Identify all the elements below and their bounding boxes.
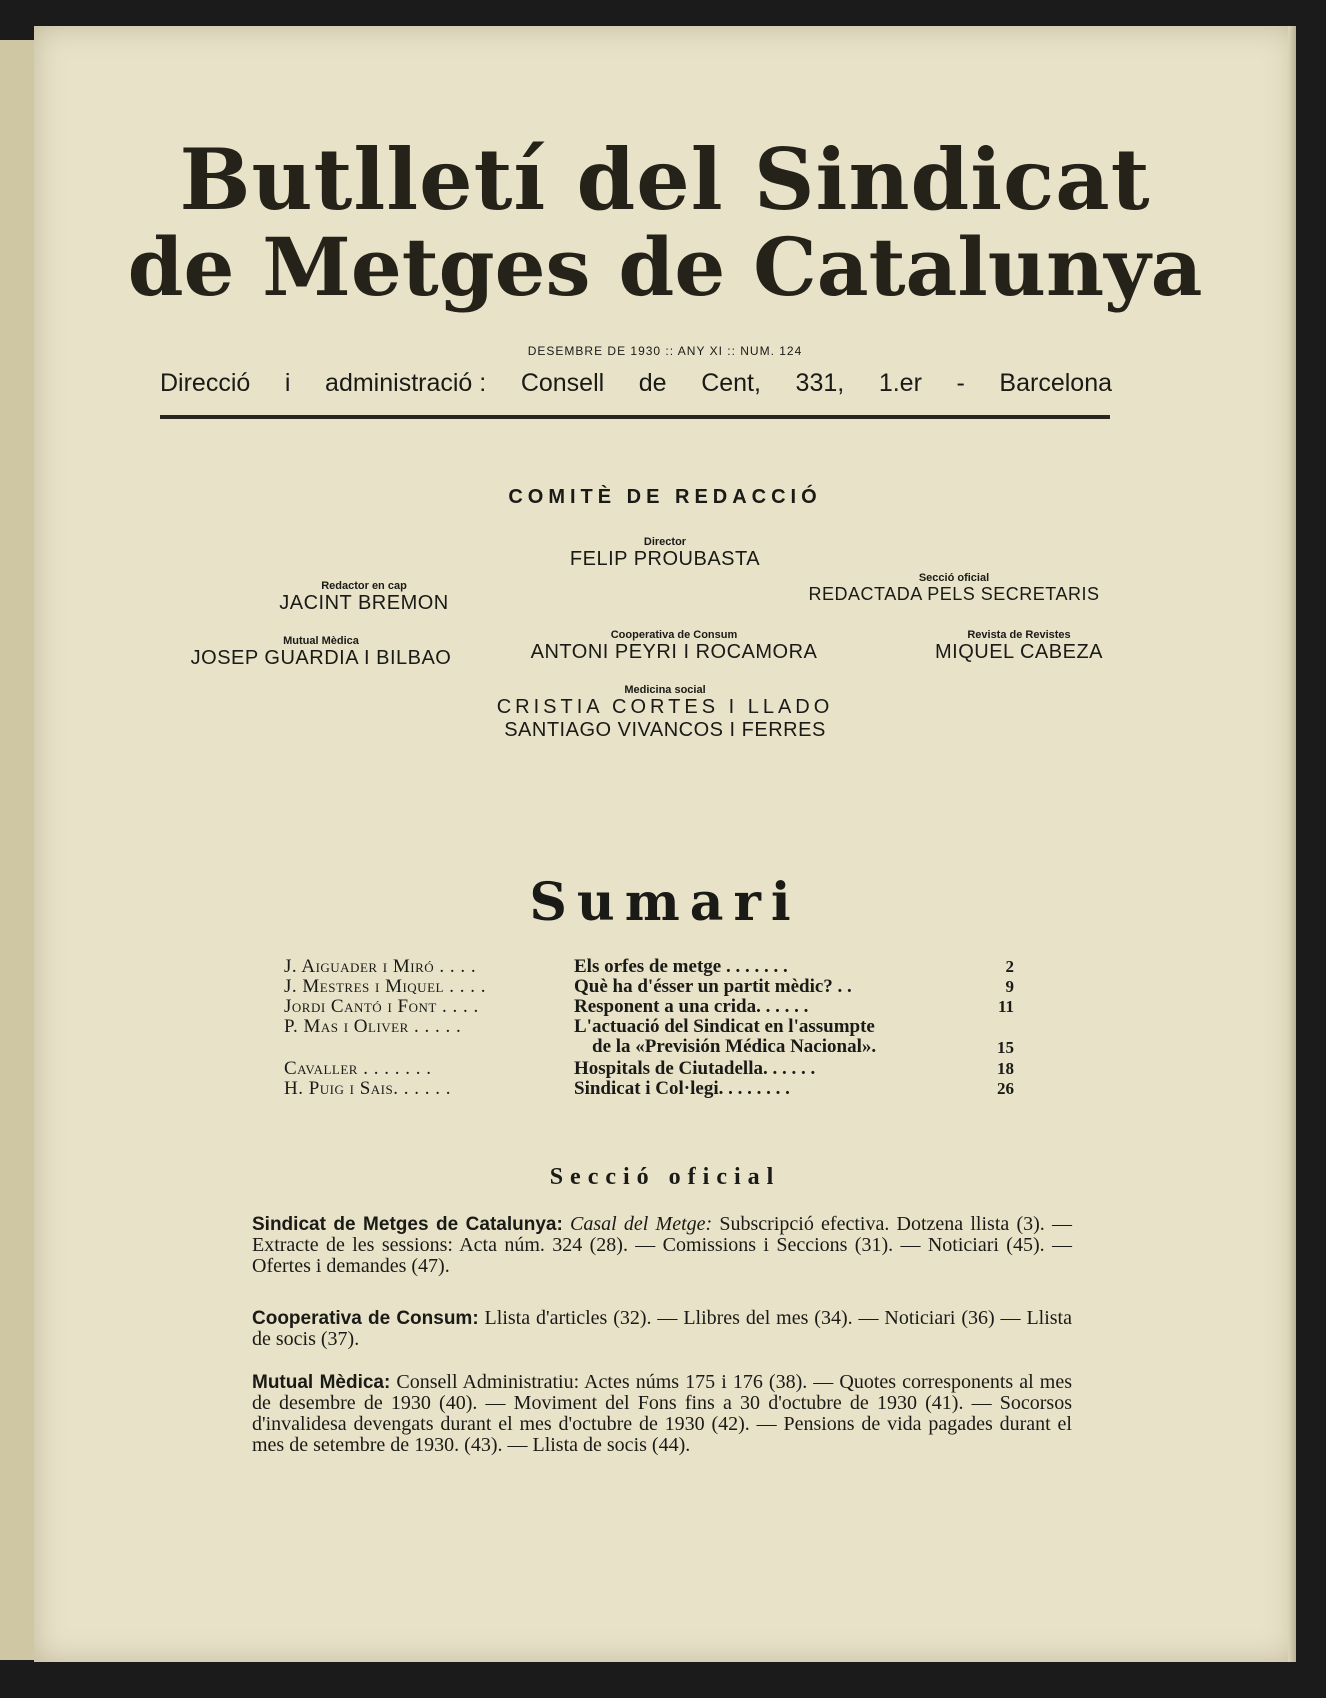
seccio-oficial-heading: Secció oficial <box>549 1164 781 1190</box>
redactor-role: Redactor en cap <box>321 580 407 592</box>
address-word: Barcelona <box>999 369 1112 397</box>
toc-author: H. Puig i Sais. . . . . . <box>284 1078 451 1099</box>
toc-page-number: 18 <box>997 1059 1014 1078</box>
masthead-title-line2: de Metges de Catalunya <box>127 220 1203 314</box>
medicina-name-1: CRISTIA CORTES I LLADO <box>496 696 834 718</box>
director-name: FELIP PROUBASTA <box>569 548 761 570</box>
document-page <box>34 26 1296 1662</box>
address-word: i <box>284 369 291 397</box>
committee-heading: COMITÈ DE REDACCIÓ <box>508 486 822 508</box>
seccio-paragraph-mutual <box>252 1372 1072 1456</box>
toc-entry <box>284 997 1044 1017</box>
toc-author: Jordi Cantó i Font . . . . <box>284 996 479 1017</box>
paragraph-lead: Mutual Mèdica: <box>252 1372 391 1393</box>
director-role: Director <box>643 536 687 548</box>
revista-block <box>874 629 1164 664</box>
medicina-role: Medicina social <box>624 684 706 696</box>
seccio-oficial-name: REDACTADA PELS SECRETARIS <box>808 584 1100 604</box>
toc-page-number: 2 <box>1005 957 1014 976</box>
toc-author: Cavaller . . . . . . . <box>284 1058 432 1079</box>
toc-article: Els orfes de metge . . . . . . . <box>574 956 788 977</box>
toc-author: J. Aiguader i Miró . . . . <box>284 956 477 977</box>
toc-page-number: 11 <box>997 997 1014 1016</box>
mutual-role: Mutual Mèdica <box>283 635 359 647</box>
toc-article: Sindicat i Col·legi. . . . . . . . <box>574 1078 790 1099</box>
medicina-block <box>464 684 866 742</box>
medicina-name-2: SANTIAGO VIVANCOS I FERRES <box>504 719 826 741</box>
toc-entry <box>284 977 1044 997</box>
paragraph-italic: Casal del Metge: <box>570 1213 713 1235</box>
masthead-title-line1: Butlletí del Sindicat <box>179 130 1151 229</box>
redactor-name: JACINT BREMON <box>279 592 449 614</box>
toc-entry <box>284 1079 1044 1099</box>
redactor-block <box>214 580 514 615</box>
address-word: 1.er <box>878 369 922 397</box>
toc-article: Responent a una crida. . . . . . <box>574 996 809 1017</box>
revista-role: Revista de Revistes <box>967 629 1071 641</box>
masthead-rule <box>160 415 1110 419</box>
toc-article-block <box>574 1017 974 1059</box>
toc-article-continued: de la «Previsión Médica Nacional». <box>592 1036 877 1057</box>
paragraph-text: Llista d'articles (32). — Llibres del mes (34). — Noticiari (36) — Llista de socis (37). <box>252 1307 1072 1350</box>
toc-page-number: 15 <box>997 1038 1014 1057</box>
toc-article: Hospitals de Ciutadella. . . . . . <box>574 1058 816 1079</box>
revista-name: MIQUEL CABEZA <box>934 641 1103 663</box>
address-word: de <box>638 369 667 397</box>
toc-entry <box>284 1059 1044 1079</box>
mutual-block <box>146 635 496 670</box>
paragraph-text: Consell Administratiu: Actes núms 175 i 176 (38). — Quotes corresponents al mes de desembre de 1930 (40). — Moviment del Fons fins a 30 d'octubre de 1930 (41). — Socorsos d'invalidesa devengats durant el mes d'octubre de 1930 (42). — Pensions de vida pagades durant el mes de setembre de 1930. (43). — Llista de socis (44). <box>252 1371 1072 1456</box>
sumari-heading: Sumari <box>529 872 801 933</box>
address-word: administració : <box>325 369 487 397</box>
toc-article: Què ha d'ésser un partit mèdic? . . <box>574 976 852 997</box>
toc-page-number: 9 <box>1005 977 1014 996</box>
address-line <box>160 369 1112 398</box>
toc-entry <box>284 957 1044 977</box>
paragraph-text: Subscripció efectiva. Dotzena llista (3). — Extracte de les sessions: Acta núm. 324 (28). — Comissions i Seccions (31). — Noticiari (45). — Ofertes i demandes (47). <box>252 1213 1072 1277</box>
address-word: - <box>956 369 965 397</box>
seccio-oficial-block <box>784 572 1124 605</box>
toc-page-number: 26 <box>997 1079 1014 1098</box>
address-word: Direcció <box>160 369 251 397</box>
address-word: 331, <box>795 369 845 397</box>
toc-author: P. Mas i Oliver . . . . . <box>284 1016 462 1037</box>
mutual-name: JOSEP GUARDIA I BILBAO <box>190 647 452 669</box>
seccio-oficial-role: Secció oficial <box>918 572 990 584</box>
cooperativa-name: ANTONI PEYRI I ROCAMORA <box>530 641 818 663</box>
toc-author: J. Mestres i Miquel . . . . <box>284 976 486 997</box>
seccio-paragraph-sindicat <box>252 1214 1072 1277</box>
toc-entry <box>284 1017 1044 1059</box>
table-of-contents <box>284 957 1044 1099</box>
address-word: Consell <box>520 369 605 397</box>
cooperativa-role: Cooperativa de Consum <box>610 629 738 641</box>
paragraph-lead: Cooperativa de Consum: <box>252 1308 479 1329</box>
dateline: DESEMBRE DE 1930 :: ANY XI :: NUM. 124 <box>527 344 803 358</box>
address-word: Cent, <box>701 369 761 397</box>
toc-article: L'actuació del Sindicat en l'assumpte <box>574 1016 875 1037</box>
seccio-paragraph-cooperativa <box>252 1308 1072 1350</box>
director-block <box>464 536 866 571</box>
paragraph-lead: Sindicat de Metges de Catalunya: <box>252 1214 563 1235</box>
cooperativa-block <box>484 629 864 664</box>
